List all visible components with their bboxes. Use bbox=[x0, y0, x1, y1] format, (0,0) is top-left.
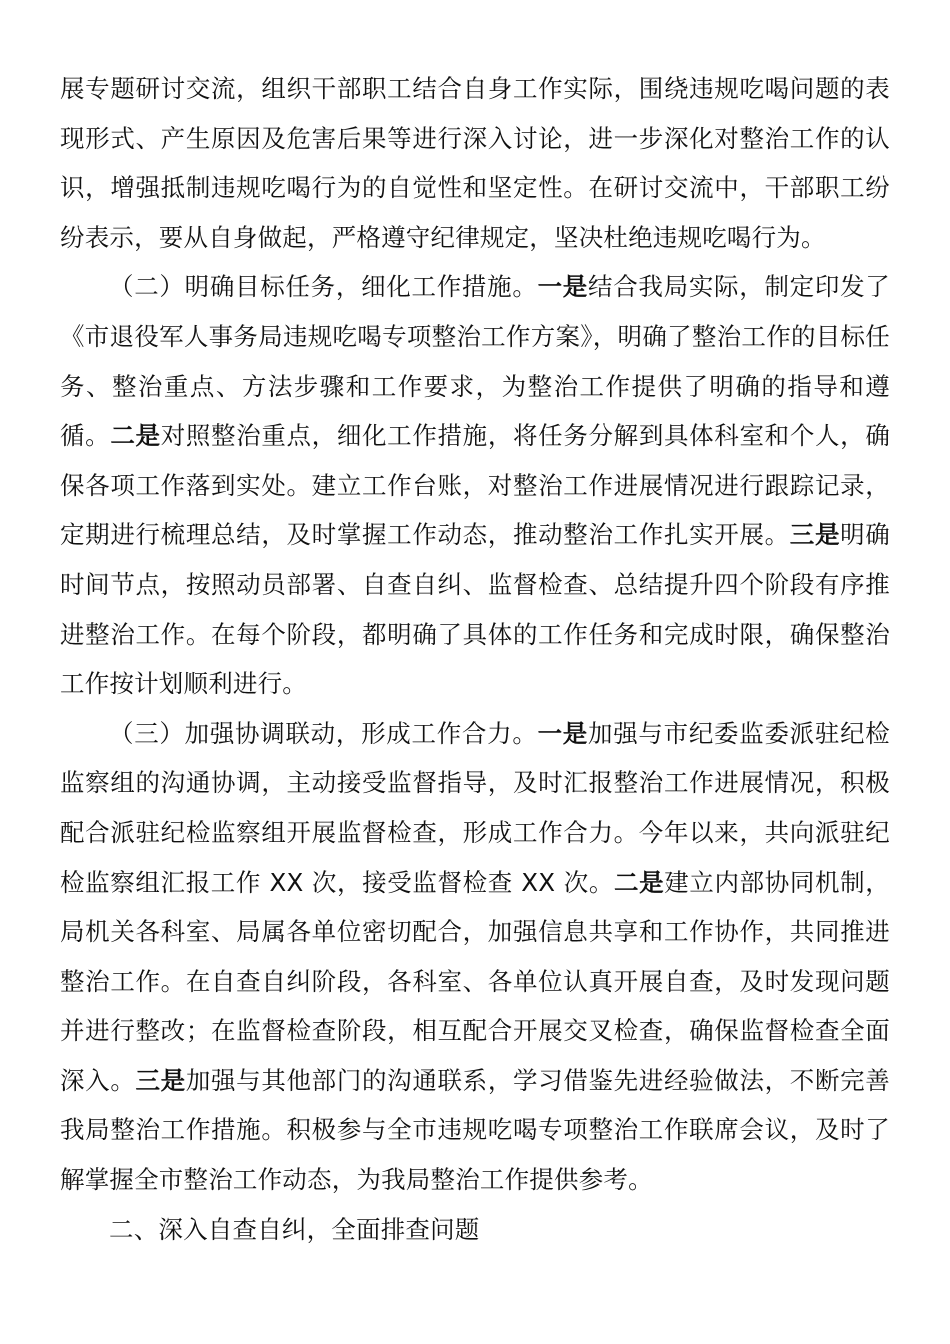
keyword-second: 二是 bbox=[110, 421, 161, 451]
paragraph-section-3 bbox=[60, 709, 890, 1205]
section-heading bbox=[60, 1205, 890, 1255]
heading-text: 二、深入自查自纠，全面排查问题 bbox=[109, 1214, 480, 1244]
keyword-second: 二是 bbox=[613, 867, 665, 897]
document-body bbox=[60, 64, 890, 1254]
sentence-third: 明确时间节点，按照动员部署、自查自纠、监督检查、总结提升四个阶段有序推进整治工作。在每个阶段，都明确了具体的工作任务和完成时限，确保整治工作按计划顺利进行。 bbox=[60, 520, 891, 699]
paragraph-research-exchange bbox=[60, 64, 890, 262]
paragraph-section-2 bbox=[60, 262, 890, 708]
sentence-second: 建立内部协同机制，局机关各科室、局属各单位密切配合，加强信息共享和工作协作，共同推进整治工作。在自查自纠阶段，各科室、各单位认真开展自查，及时发现问题并进行整改；在监督检查阶段，相互配合开展交叉检查，确保监督检查全面深入。 bbox=[60, 867, 890, 1095]
keyword-third: 三是 bbox=[135, 1065, 186, 1095]
keyword-first: 一是 bbox=[537, 272, 588, 302]
paragraph-text: 展专题研讨交流，组织干部职工结合自身工作实际，围绕违规吃喝问题的表现形式、产生原因及危害后果等进行深入讨论，进一步深化对整治工作的认识，增强抵制违规吃喝行为的自觉性和坚定性。在研讨交流中，干部职工纷纷表示，要从自身做起，严格遵守纪律规定，坚决杜绝违规吃喝行为。 bbox=[60, 74, 890, 252]
section-lead: （二）明确目标任务，细化工作措施。 bbox=[109, 272, 538, 302]
sentence-second: 对照整治重点，细化工作措施，将任务分解到具体科室和个人，确保各项工作落到实处。建立工作台账，对整治工作进展情况进行跟踪记录，定期进行梳理总结，及时掌握工作动态，推动整治工作扎实开展。 bbox=[60, 421, 891, 550]
sentence-first: 结合我局实际，制定印发了《市退役军人事务局违规吃喝专项整治工作方案》，明确了整治工作的目标任务、整治重点、方法步骤和工作要求，为整治工作提供了明确的指导和遵循。 bbox=[60, 272, 890, 451]
keyword-third: 三是 bbox=[789, 520, 841, 550]
sentence-first: 加强与市纪委监委派驻纪检监察组的沟通协调，主动接受监督指导，及时汇报整治工作进展情况，积极配合派驻纪检监察组开展监督检查，形成工作合力。今年以来，共向派驻纪检监察组汇报工作 XX 次，接受监督检查 XX 次。 bbox=[60, 718, 890, 897]
keyword-first: 一是 bbox=[537, 718, 588, 748]
section-lead: （三）加强协调联动，形成工作合力。 bbox=[109, 718, 538, 748]
sentence-third: 加强与其他部门的沟通联系，学习借鉴先进经验做法，不断完善我局整治工作措施。积极参与全市违规吃喝专项整治工作联席会议，及时了解掌握全市整治工作动态，为我局整治工作提供参考。 bbox=[60, 1065, 890, 1195]
